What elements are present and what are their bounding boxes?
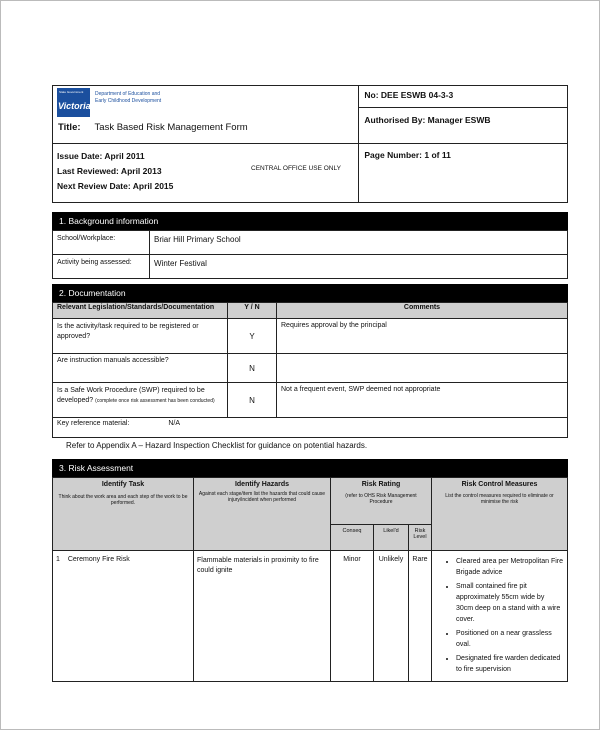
logo-department: Department of Education and Early Childhood Development bbox=[95, 91, 162, 104]
documentation-table bbox=[52, 302, 568, 438]
central-office-note: CENTRAL OFFICE USE ONLY bbox=[251, 165, 341, 172]
risk-level-cell: Rare bbox=[409, 551, 432, 682]
list-item: • Small contained fire pit approximately 55cm wide by 30cm deep on a stand with a wire cover. bbox=[456, 581, 563, 625]
doc-yn: N bbox=[228, 354, 277, 383]
doc-yn: Y bbox=[228, 319, 277, 354]
risk-hazard-cell: Flammable materials in proximity to fire could ignite bbox=[194, 551, 331, 682]
doc-number: No: DEE ESWB 04-3-3 bbox=[359, 86, 567, 108]
risk-conseq-cell: Minor bbox=[331, 551, 374, 682]
doc-question: Are instruction manuals accessible? bbox=[53, 354, 228, 383]
doc-question: Is a Safe Work Procedure (SWP) required to be developed? (complete once risk assessment has been conducted) bbox=[53, 383, 228, 418]
title-cell bbox=[53, 86, 359, 144]
doc-comment bbox=[277, 354, 568, 383]
school-label: School/Workplace: bbox=[53, 231, 150, 255]
table-row bbox=[53, 354, 568, 383]
risk-section bbox=[52, 459, 568, 682]
list-item: • Cleared area per Metropolitan Fire Brigade advice bbox=[456, 556, 563, 578]
background-section bbox=[52, 212, 568, 279]
col-level: Risk Level bbox=[409, 525, 432, 551]
key-reference-row: Key reference material: N/A bbox=[53, 418, 568, 438]
issue-date: Issue Date: April 2011 bbox=[57, 151, 145, 161]
activity-label: Activity being assessed: bbox=[53, 255, 150, 279]
col-conseq: Conseq bbox=[331, 525, 374, 551]
page-number: Page Number: 1 of 11 bbox=[359, 144, 568, 203]
header-table bbox=[52, 85, 568, 203]
col-control-measures: Risk Control Measures List the control measures required to eliminate or minimise the risk bbox=[432, 478, 568, 551]
risk-heading: 3. Risk Assessment bbox=[52, 459, 568, 477]
col-risk-rating: Risk Rating (refer to OHS Risk Management Procedure bbox=[331, 478, 432, 525]
col-identify-hazards: Identify Hazards Against each stage/item list the hazards that could cause injury/incident when performed bbox=[194, 478, 331, 551]
list-item: • Positioned on a near grassless oval. bbox=[456, 628, 563, 650]
col-comments: Comments bbox=[277, 303, 568, 319]
risk-likely-cell: Unlikely bbox=[374, 551, 409, 682]
col-likely: Likel'd bbox=[374, 525, 409, 551]
col-legislation: Relevant Legislation/Standards/Documentation bbox=[53, 303, 228, 319]
form-title: Title: Task Based Risk Management Form bbox=[58, 122, 248, 133]
activity-value: Winter Festival bbox=[150, 255, 568, 279]
control-measures-list bbox=[442, 556, 563, 675]
doc-comment: Requires approval by the principal bbox=[277, 319, 568, 354]
next-review-date: Next Review Date: April 2015 bbox=[57, 181, 174, 191]
risk-table bbox=[52, 477, 568, 682]
doc-comment: Not a frequent event, SWP deemed not appropriate bbox=[277, 383, 568, 418]
table-row bbox=[53, 551, 568, 682]
school-value: Briar Hill Primary School bbox=[150, 231, 568, 255]
background-table bbox=[52, 230, 568, 279]
refer-note: Refer to Appendix A – Hazard Inspection Checklist for guidance on potential hazards. bbox=[66, 441, 368, 450]
col-identify-task: Identify Task Think about the work area and each step of the work to be performed. bbox=[53, 478, 194, 551]
table-row bbox=[53, 319, 568, 354]
logo bbox=[53, 86, 358, 120]
dates-cell bbox=[53, 144, 359, 203]
documentation-heading: 2. Documentation bbox=[52, 284, 568, 302]
doc-question: Is the activity/task required to be registered or approved? bbox=[53, 319, 228, 354]
doc-info-cell bbox=[359, 86, 568, 144]
authorised-by: Authorised By: Manager ESWB bbox=[364, 115, 491, 125]
last-reviewed: Last Reviewed: April 2013 bbox=[57, 166, 162, 176]
col-yn: Y / N bbox=[228, 303, 277, 319]
background-heading: 1. Background information bbox=[52, 212, 568, 230]
risk-task-cell: 1 Ceremony Fire Risk bbox=[53, 551, 194, 682]
documentation-section bbox=[52, 284, 568, 438]
risk-controls-cell bbox=[432, 551, 568, 682]
list-item: • Designated fire warden dedicated to fire supervision bbox=[456, 653, 563, 675]
doc-yn: N bbox=[228, 383, 277, 418]
victoria-logo-icon: State Government Victoria bbox=[57, 88, 90, 117]
table-row bbox=[53, 383, 568, 418]
